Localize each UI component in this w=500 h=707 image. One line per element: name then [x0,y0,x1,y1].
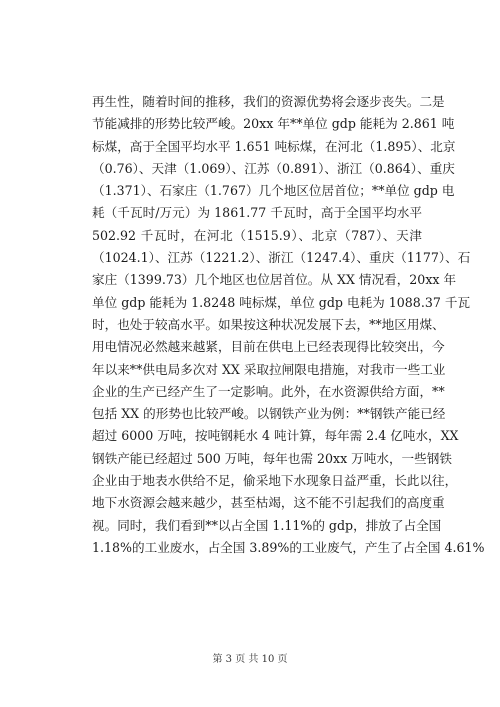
text-line: 企业由于地表水供给不足，偷采地下水现象日益严重，长此以往， [92,473,458,489]
text-line: 家庄（1399.73）几个地区也位居首位。从 XX 情况看，20xx 年 [92,272,457,288]
text-line: 超过 6000 万吨，按吨钢耗水 4 吨计算，每年需 2.4 亿吨水，XX [92,428,459,444]
text-line: 再生性，随着时间的推移，我们的资源优势将会逐步丧失。二是 [92,94,445,109]
text-line: 时，也处于较高水平。如果按这种状况发展下去，**地区用煤、 [92,316,445,332]
text-line: 视。同时，我们看到**以占全国 1.11%的 gdp，排放了占全国 [92,517,442,533]
text-line: （0.76）、天津（1.069）、江苏（0.891）、浙江（0.864）、重庆 [92,160,455,176]
text-line: 耗（千瓦时/万元）为 1861.77 千瓦时，高于全国平均水平 [92,205,422,221]
text-line: 节能减排的形势比较严峻。20xx 年**单位 gdp 能耗为 2.861 吨 [92,116,455,132]
text-line: 年以来**供电局多次对 XX 采取拉闸限电措施，对我市一些工业 [92,361,446,377]
text-line: 钢铁产能已经超过 500 万吨，每年也需 20xx 万吨水，一些钢铁 [92,450,452,466]
text-line: 502.92 千瓦时，在河北（1515.9）、北京（787）、天津 [92,227,422,243]
text-line: 标煤，高于全国平均水平 1.651 吨标煤，在河北（1.895）、北京 [92,138,456,154]
text-line: （1.371）、石家庄（1.767）几个地区位居首位；**单位 gdp 电 [92,183,455,199]
body-text [92,91,485,559]
text-line: 包括 XX 的形势也比较严峻。以钢铁产业为例：**钢铁产能已经 [92,406,446,422]
text-line: 用电情况必然越来越紧，目前在供电上已经表现得比较突出，今 [92,339,445,355]
text-line: （1024.1）、江苏（1221.2）、浙江（1247.4）、重庆（1177）、石 [92,250,471,266]
text-line: 地下水资源会越来越少，甚至枯竭，这不能不引起我们的高度重 [92,495,445,511]
page-footer: 第 3 页 共 10 页 [212,654,288,665]
text-line: 企业的生产已经产生了一定影响。此外，在水资源供给方面，** [92,383,445,399]
text-line: 单位 gdp 能耗为 1.8248 吨标煤，单位 gdp 电耗为 1088.37 千瓦 [92,294,471,310]
text-line: 1.18%的工业废水，占全国 3.89%的工业废气，产生了占全国 4.61% [92,539,485,555]
